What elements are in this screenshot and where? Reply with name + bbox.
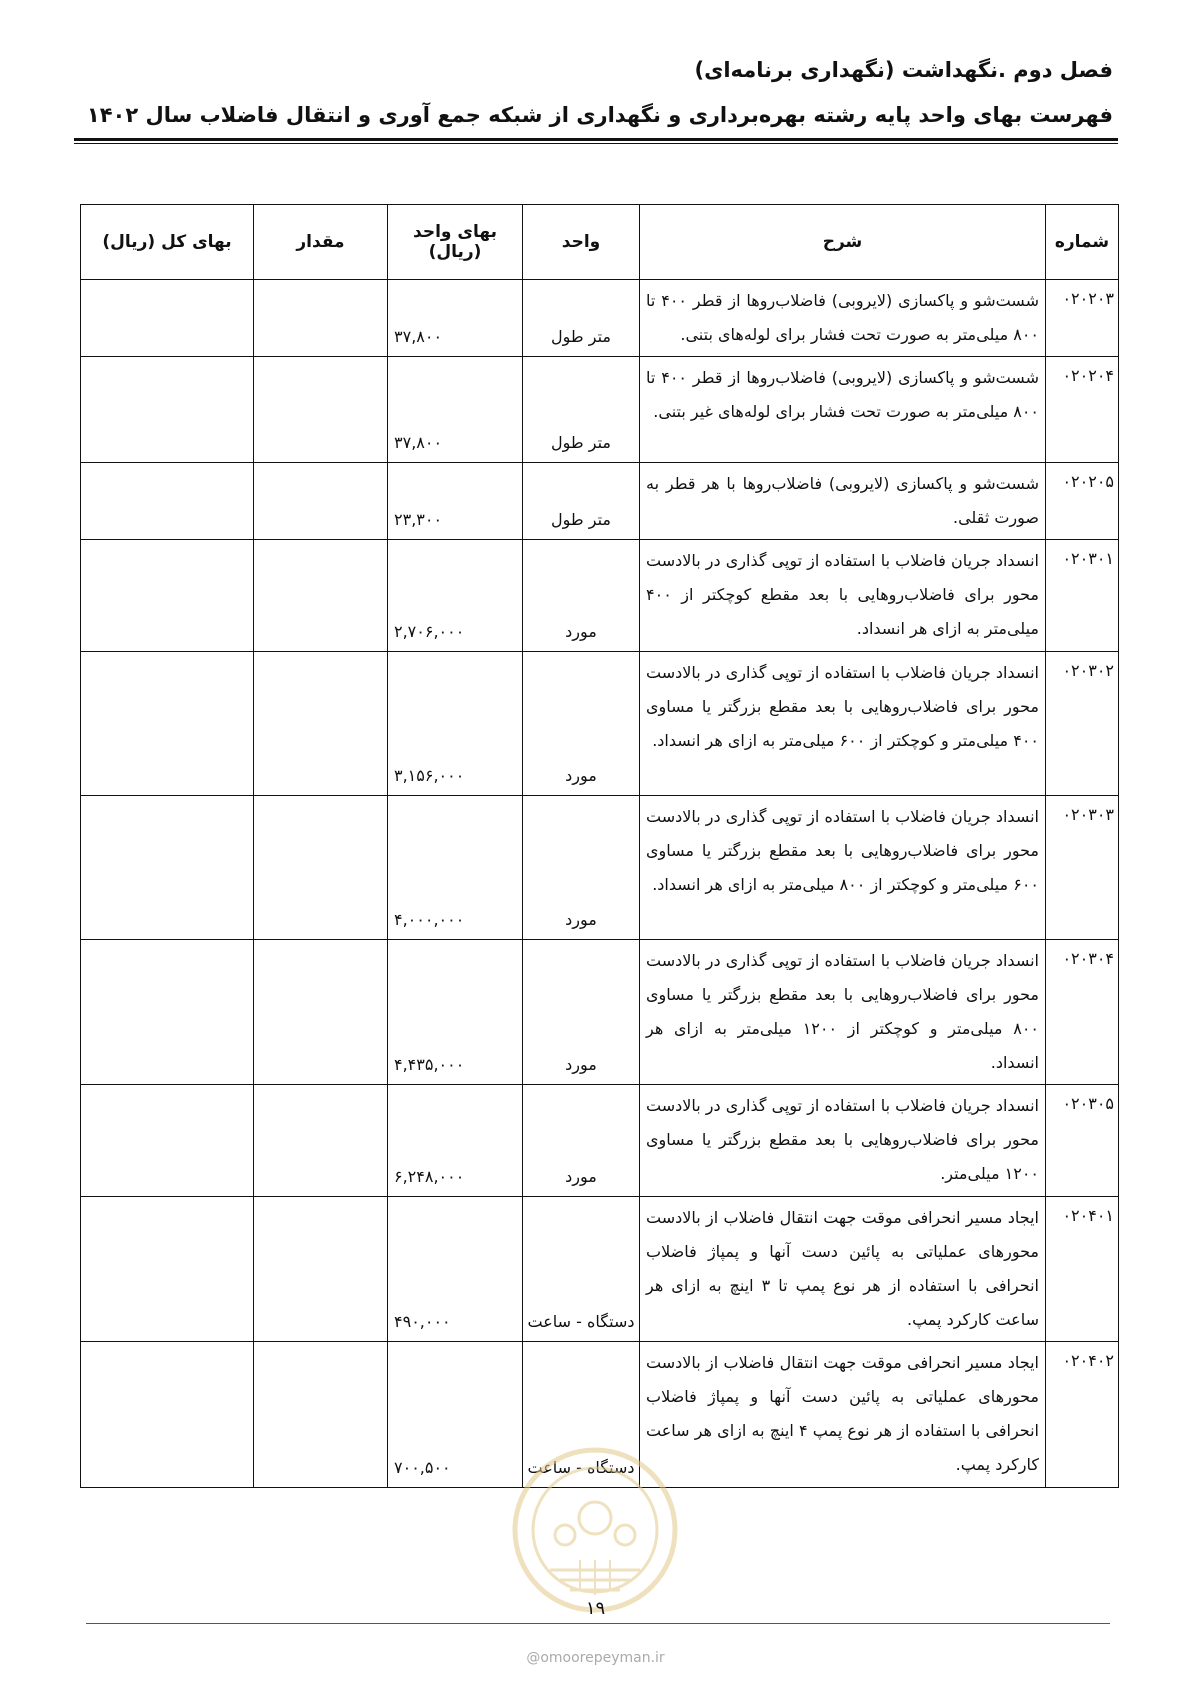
item-code: ۰۲۰۳۰۱: [1046, 540, 1119, 652]
item-quantity: [254, 652, 388, 796]
item-unit-price: ۲۳,۳۰۰: [388, 463, 523, 540]
item-unit-price: ۴,۴۳۵,۰۰۰: [388, 940, 523, 1085]
item-code: ۰۲۰۳۰۳: [1046, 796, 1119, 940]
document-title: فهرست بهای واحد پایه رشته بهره‌برداری و نگهداری از شبکه جمع آوری و انتقال فاضلاب سال ۱۴۰۲: [86, 103, 1113, 127]
table-row: [81, 463, 1119, 540]
item-unit-price: ۳۷,۸۰۰: [388, 357, 523, 463]
item-code: ۰۲۰۴۰۲: [1046, 1342, 1119, 1488]
item-total-price: [81, 796, 254, 940]
item-total-price: [81, 1197, 254, 1342]
table-row: [81, 1085, 1119, 1197]
item-code: ۰۲۰۲۰۳: [1046, 280, 1119, 357]
table-row: [81, 540, 1119, 652]
item-unit-price: ۳,۱۵۶,۰۰۰: [388, 652, 523, 796]
item-quantity: [254, 1342, 388, 1488]
item-code: ۰۲۰۴۰۱: [1046, 1197, 1119, 1342]
item-description: انسداد جریان فاضلاب با استفاده از توپی گذاری در بالادست محور برای فاضلاب‌روهایی با بعد مقطع بزرگتر یا مساوی ۶۰۰ میلی‌متر و کوچکتر از ۸۰۰ میلی‌متر به ازای هر انسداد.: [640, 796, 1046, 940]
item-unit: متر طول: [523, 463, 640, 540]
item-unit: دستگاه - ساعت: [523, 1342, 640, 1488]
item-description: شست‌شو و پاکسازی (لایروبی) فاضلاب‌روها با هر قطر به صورت ثقلی.: [640, 463, 1046, 540]
watermark-seal-icon: [505, 1440, 685, 1620]
table-row: [81, 280, 1119, 357]
table-row: [81, 796, 1119, 940]
table-row: [81, 652, 1119, 796]
column-header-quantity: مقدار: [254, 205, 388, 280]
item-quantity: [254, 463, 388, 540]
item-code: ۰۲۰۳۰۵: [1046, 1085, 1119, 1197]
footer-rule: [86, 1623, 1110, 1624]
item-description: انسداد جریان فاضلاب با استفاده از توپی گذاری در بالادست محور برای فاضلاب‌روهایی با بعد مقطع بزرگتر یا مساوی ۱۲۰۰ میلی‌متر.: [640, 1085, 1046, 1197]
item-total-price: [81, 652, 254, 796]
item-code: ۰۲۰۳۰۲: [1046, 652, 1119, 796]
column-header-unit: واحد: [523, 205, 640, 280]
item-quantity: [254, 540, 388, 652]
item-description: انسداد جریان فاضلاب با استفاده از توپی گذاری در بالادست محور برای فاضلاب‌روهایی با بعد مقطع بزرگتر یا مساوی ۴۰۰ میلی‌متر و کوچکتر از ۶۰۰ میلی‌متر به ازای هر انسداد.: [640, 652, 1046, 796]
item-unit-price: ۴۹۰,۰۰۰: [388, 1197, 523, 1342]
item-code: ۰۲۰۲۰۵: [1046, 463, 1119, 540]
item-description: انسداد جریان فاضلاب با استفاده از توپی گذاری در بالادست محور برای فاضلاب‌روهایی با بعد مقطع بزرگتر یا مساوی ۸۰۰ میلی‌متر و کوچکتر از ۱۲۰۰ میلی‌متر به ازای هر انسداد.: [640, 940, 1046, 1085]
price-list-table: [80, 204, 1119, 1488]
item-total-price: [81, 540, 254, 652]
item-total-price: [81, 357, 254, 463]
column-header-total-price: بهای کل (ریال): [81, 205, 254, 280]
header-rule-thin: [74, 143, 1118, 144]
header-rule-thick: [74, 138, 1118, 141]
table-row: [81, 1197, 1119, 1342]
item-description: انسداد جریان فاضلاب با استفاده از توپی گذاری در بالادست محور برای فاضلاب‌روهایی با بعد مقطع کوچکتر از ۴۰۰ میلی‌متر به ازای هر انسداد.: [640, 540, 1046, 652]
item-quantity: [254, 940, 388, 1085]
item-unit-price: ۴,۰۰۰,۰۰۰: [388, 796, 523, 940]
column-header-unit-price: بهای واحد (ریال): [388, 205, 523, 280]
column-header-description: شرح: [640, 205, 1046, 280]
chapter-heading: فصل دوم .نگهداشت (نگهداری برنامه‌ای): [694, 58, 1113, 82]
item-quantity: [254, 1085, 388, 1197]
item-unit: دستگاه - ساعت: [523, 1197, 640, 1342]
table-row: [81, 940, 1119, 1085]
item-unit-price: ۲,۷۰۶,۰۰۰: [388, 540, 523, 652]
item-unit: مورد: [523, 540, 640, 652]
item-quantity: [254, 280, 388, 357]
item-unit-price: ۶,۲۴۸,۰۰۰: [388, 1085, 523, 1197]
item-unit: مورد: [523, 940, 640, 1085]
column-header-code: شماره: [1046, 205, 1119, 280]
item-code: ۰۲۰۲۰۴: [1046, 357, 1119, 463]
item-unit-price: ۳۷,۸۰۰: [388, 280, 523, 357]
item-description: ایجاد مسیر انحرافی موقت جهت انتقال فاضلاب از بالادست محورهای عملیاتی به پائین دست آنها و پمپاژ فاضلاب انحرافی با استفاده از هر نوع پمپ ۴ اینچ به ازای هر ساعت کارکرد پمپ.: [640, 1342, 1046, 1488]
item-total-price: [81, 280, 254, 357]
item-quantity: [254, 357, 388, 463]
item-unit-price: ۷۰۰,۵۰۰: [388, 1342, 523, 1488]
item-total-price: [81, 940, 254, 1085]
item-unit: متر طول: [523, 280, 640, 357]
item-code: ۰۲۰۳۰۴: [1046, 940, 1119, 1085]
item-total-price: [81, 463, 254, 540]
item-description: شست‌شو و پاکسازی (لایروبی) فاضلاب‌روها از قطر ۴۰۰ تا ۸۰۰ میلی‌متر به صورت تحت فشار برای لوله‌های غیر بتنی.: [640, 357, 1046, 463]
site-watermark-text: @omoorepeyman.ir: [526, 1650, 665, 1666]
item-unit: مورد: [523, 796, 640, 940]
item-description: شست‌شو و پاکسازی (لایروبی) فاضلاب‌روها از قطر ۴۰۰ تا ۸۰۰ میلی‌متر به صورت تحت فشار برای لوله‌های بتنی.: [640, 280, 1046, 357]
page-number: ۱۹: [585, 1598, 606, 1619]
table-row: [81, 357, 1119, 463]
item-quantity: [254, 796, 388, 940]
table-header-row: [81, 205, 1119, 280]
item-unit: مورد: [523, 652, 640, 796]
item-unit: مورد: [523, 1085, 640, 1197]
item-total-price: [81, 1085, 254, 1197]
item-unit: متر طول: [523, 357, 640, 463]
item-total-price: [81, 1342, 254, 1488]
item-description: ایجاد مسیر انحرافی موقت جهت انتقال فاضلاب از بالادست محورهای عملیاتی به پائین دست آنها و پمپاژ فاضلاب انحرافی با استفاده از هر نوع پمپ تا ۳ اینچ به ازای هر ساعت کارکرد پمپ.: [640, 1197, 1046, 1342]
item-quantity: [254, 1197, 388, 1342]
